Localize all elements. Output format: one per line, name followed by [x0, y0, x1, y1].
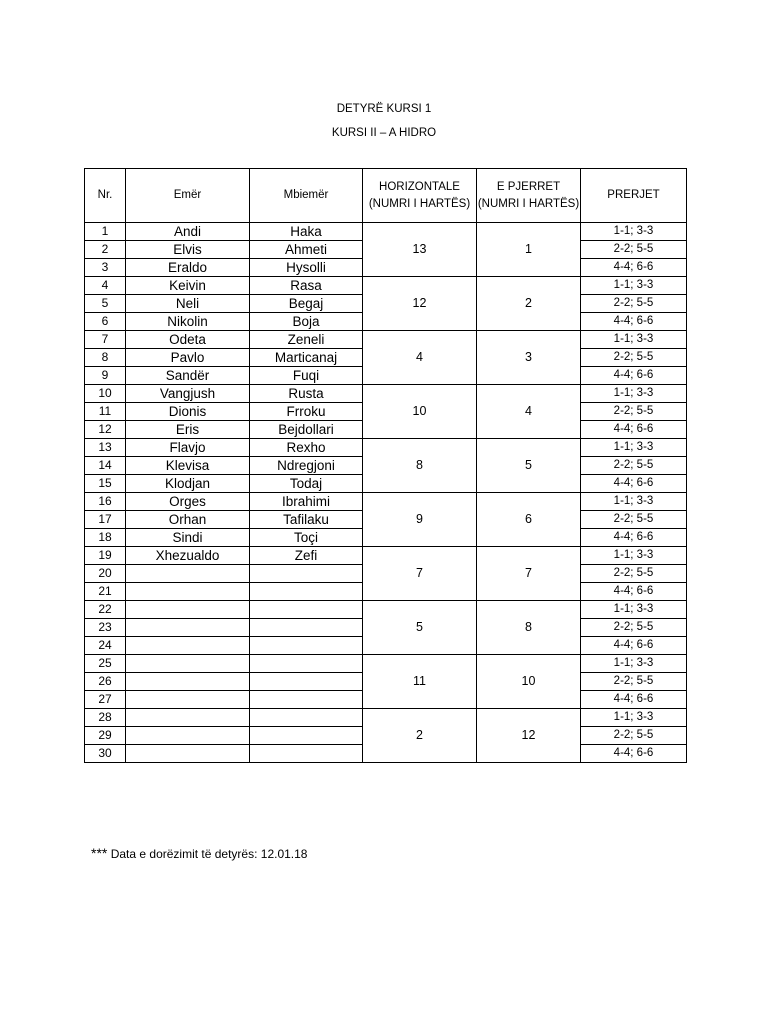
cell-nr: 28	[85, 709, 126, 727]
cell-horizontale: 10	[363, 385, 477, 439]
cell-mbiemer: Marticanaj	[250, 349, 363, 367]
table-header-row	[85, 169, 687, 223]
table-row	[85, 439, 687, 457]
cell-nr: 17	[85, 511, 126, 529]
cell-emer	[126, 727, 250, 745]
cell-emer	[126, 565, 250, 583]
cell-emer: Pavlo	[126, 349, 250, 367]
cell-horizontale: 13	[363, 223, 477, 277]
cell-nr: 18	[85, 529, 126, 547]
cell-emer: Klevisa	[126, 457, 250, 475]
cell-prerje: 4-4; 6-6	[581, 583, 687, 601]
cell-emer: Neli	[126, 295, 250, 313]
cell-pjerret: 3	[477, 331, 581, 385]
cell-prerje: 4-4; 6-6	[581, 313, 687, 331]
cell-horizontale: 7	[363, 547, 477, 601]
table-row	[85, 601, 687, 619]
cell-emer	[126, 673, 250, 691]
cell-nr: 23	[85, 619, 126, 637]
cell-nr: 20	[85, 565, 126, 583]
cell-mbiemer	[250, 727, 363, 745]
cell-prerje: 2-2; 5-5	[581, 673, 687, 691]
cell-nr: 3	[85, 259, 126, 277]
cell-pjerret: 6	[477, 493, 581, 547]
cell-emer: Elvis	[126, 241, 250, 259]
cell-prerje: 2-2; 5-5	[581, 403, 687, 421]
cell-mbiemer	[250, 565, 363, 583]
table-body	[85, 223, 687, 763]
cell-nr: 14	[85, 457, 126, 475]
cell-nr: 6	[85, 313, 126, 331]
cell-prerje: 4-4; 6-6	[581, 637, 687, 655]
cell-emer	[126, 745, 250, 763]
cell-mbiemer	[250, 673, 363, 691]
assignment-table	[84, 168, 687, 763]
cell-emer: Odeta	[126, 331, 250, 349]
cell-horizontale: 11	[363, 655, 477, 709]
cell-prerje: 4-4; 6-6	[581, 421, 687, 439]
cell-nr: 19	[85, 547, 126, 565]
header-pjerret: E PJERRET (NUMRI I HARTËS)	[477, 169, 581, 223]
header-emer: Emër	[126, 169, 250, 223]
cell-nr: 5	[85, 295, 126, 313]
header-horizontale: HORIZONTALE (NUMRI I HARTËS)	[363, 169, 477, 223]
cell-mbiemer	[250, 601, 363, 619]
cell-nr: 8	[85, 349, 126, 367]
table-row	[85, 547, 687, 565]
cell-nr: 21	[85, 583, 126, 601]
cell-prerje: 1-1; 3-3	[581, 439, 687, 457]
cell-mbiemer: Bejdollari	[250, 421, 363, 439]
cell-prerje: 2-2; 5-5	[581, 619, 687, 637]
cell-emer	[126, 691, 250, 709]
cell-prerje: 1-1; 3-3	[581, 385, 687, 403]
cell-emer: Andi	[126, 223, 250, 241]
cell-mbiemer	[250, 709, 363, 727]
cell-mbiemer: Begaj	[250, 295, 363, 313]
cell-pjerret: 10	[477, 655, 581, 709]
cell-emer: Eraldo	[126, 259, 250, 277]
cell-mbiemer	[250, 619, 363, 637]
cell-horizontale: 2	[363, 709, 477, 763]
header-prerjet: PRERJET	[581, 169, 687, 223]
cell-prerje: 1-1; 3-3	[581, 709, 687, 727]
cell-nr: 25	[85, 655, 126, 673]
cell-emer	[126, 709, 250, 727]
header-nr: Nr.	[85, 169, 126, 223]
cell-prerje: 1-1; 3-3	[581, 547, 687, 565]
header-mbiemer: Mbiemër	[250, 169, 363, 223]
cell-nr: 1	[85, 223, 126, 241]
table-row	[85, 223, 687, 241]
cell-nr: 9	[85, 367, 126, 385]
cell-prerje: 4-4; 6-6	[581, 367, 687, 385]
cell-emer	[126, 601, 250, 619]
submission-note	[91, 845, 307, 861]
table-row	[85, 493, 687, 511]
cell-nr: 13	[85, 439, 126, 457]
cell-emer: Klodjan	[126, 475, 250, 493]
cell-emer	[126, 637, 250, 655]
cell-horizontale: 9	[363, 493, 477, 547]
table-row	[85, 331, 687, 349]
cell-prerje: 2-2; 5-5	[581, 241, 687, 259]
cell-pjerret: 1	[477, 223, 581, 277]
cell-pjerret: 7	[477, 547, 581, 601]
cell-mbiemer: Zefi	[250, 547, 363, 565]
cell-mbiemer	[250, 745, 363, 763]
cell-mbiemer: Rusta	[250, 385, 363, 403]
cell-nr: 15	[85, 475, 126, 493]
cell-mbiemer: Rexho	[250, 439, 363, 457]
cell-mbiemer	[250, 655, 363, 673]
cell-prerje: 2-2; 5-5	[581, 511, 687, 529]
cell-pjerret: 8	[477, 601, 581, 655]
cell-prerje: 1-1; 3-3	[581, 601, 687, 619]
cell-emer: Eris	[126, 421, 250, 439]
cell-prerje: 4-4; 6-6	[581, 529, 687, 547]
cell-emer: Dionis	[126, 403, 250, 421]
submission-date-text: Data e dorëzimit të detyrës: 12.01.18	[110, 847, 308, 861]
cell-mbiemer: Ibrahimi	[250, 493, 363, 511]
cell-pjerret: 4	[477, 385, 581, 439]
cell-emer: Sindi	[126, 529, 250, 547]
cell-pjerret: 2	[477, 277, 581, 331]
cell-horizontale: 12	[363, 277, 477, 331]
cell-mbiemer: Rasa	[250, 277, 363, 295]
cell-nr: 12	[85, 421, 126, 439]
table-row	[85, 385, 687, 403]
cell-emer: Xhezualdo	[126, 547, 250, 565]
cell-nr: 11	[85, 403, 126, 421]
cell-horizontale: 8	[363, 439, 477, 493]
cell-nr: 29	[85, 727, 126, 745]
cell-emer: Keivin	[126, 277, 250, 295]
cell-pjerret: 5	[477, 439, 581, 493]
cell-prerje: 1-1; 3-3	[581, 223, 687, 241]
cell-nr: 24	[85, 637, 126, 655]
cell-prerje: 2-2; 5-5	[581, 457, 687, 475]
table-row	[85, 655, 687, 673]
cell-mbiemer: Toçi	[250, 529, 363, 547]
cell-emer: Sandër	[126, 367, 250, 385]
cell-emer	[126, 619, 250, 637]
cell-mbiemer: Haka	[250, 223, 363, 241]
footnote-stars: ***	[91, 845, 108, 861]
cell-prerje: 1-1; 3-3	[581, 331, 687, 349]
cell-nr: 10	[85, 385, 126, 403]
cell-emer: Flavjo	[126, 439, 250, 457]
cell-prerje: 4-4; 6-6	[581, 745, 687, 763]
document-subtitle: KURSI II – A HIDRO	[331, 127, 437, 139]
cell-prerje: 1-1; 3-3	[581, 277, 687, 295]
cell-mbiemer	[250, 583, 363, 601]
cell-mbiemer: Fuqi	[250, 367, 363, 385]
cell-mbiemer: Hysolli	[250, 259, 363, 277]
cell-prerje: 2-2; 5-5	[581, 349, 687, 367]
cell-pjerret: 12	[477, 709, 581, 763]
cell-mbiemer: Ndregjoni	[250, 457, 363, 475]
cell-emer: Orhan	[126, 511, 250, 529]
cell-mbiemer: Boja	[250, 313, 363, 331]
cell-prerje: 1-1; 3-3	[581, 493, 687, 511]
cell-nr: 2	[85, 241, 126, 259]
cell-prerje: 4-4; 6-6	[581, 475, 687, 493]
cell-emer	[126, 655, 250, 673]
cell-horizontale: 4	[363, 331, 477, 385]
document-title: DETYRË KURSI 1	[336, 103, 432, 115]
cell-nr: 7	[85, 331, 126, 349]
cell-mbiemer	[250, 637, 363, 655]
cell-prerje: 4-4; 6-6	[581, 691, 687, 709]
cell-mbiemer: Todaj	[250, 475, 363, 493]
cell-nr: 22	[85, 601, 126, 619]
table-row	[85, 709, 687, 727]
cell-emer: Nikolin	[126, 313, 250, 331]
cell-emer	[126, 583, 250, 601]
cell-nr: 30	[85, 745, 126, 763]
cell-mbiemer: Frroku	[250, 403, 363, 421]
cell-nr: 16	[85, 493, 126, 511]
table-row	[85, 277, 687, 295]
cell-horizontale: 5	[363, 601, 477, 655]
cell-prerje: 2-2; 5-5	[581, 565, 687, 583]
cell-nr: 26	[85, 673, 126, 691]
cell-nr: 27	[85, 691, 126, 709]
cell-mbiemer: Zeneli	[250, 331, 363, 349]
cell-nr: 4	[85, 277, 126, 295]
cell-emer: Vangjush	[126, 385, 250, 403]
cell-prerje: 4-4; 6-6	[581, 259, 687, 277]
cell-prerje: 2-2; 5-5	[581, 727, 687, 745]
cell-prerje: 2-2; 5-5	[581, 295, 687, 313]
cell-mbiemer	[250, 691, 363, 709]
cell-mbiemer: Tafilaku	[250, 511, 363, 529]
cell-emer: Orges	[126, 493, 250, 511]
cell-mbiemer: Ahmeti	[250, 241, 363, 259]
cell-prerje: 1-1; 3-3	[581, 655, 687, 673]
